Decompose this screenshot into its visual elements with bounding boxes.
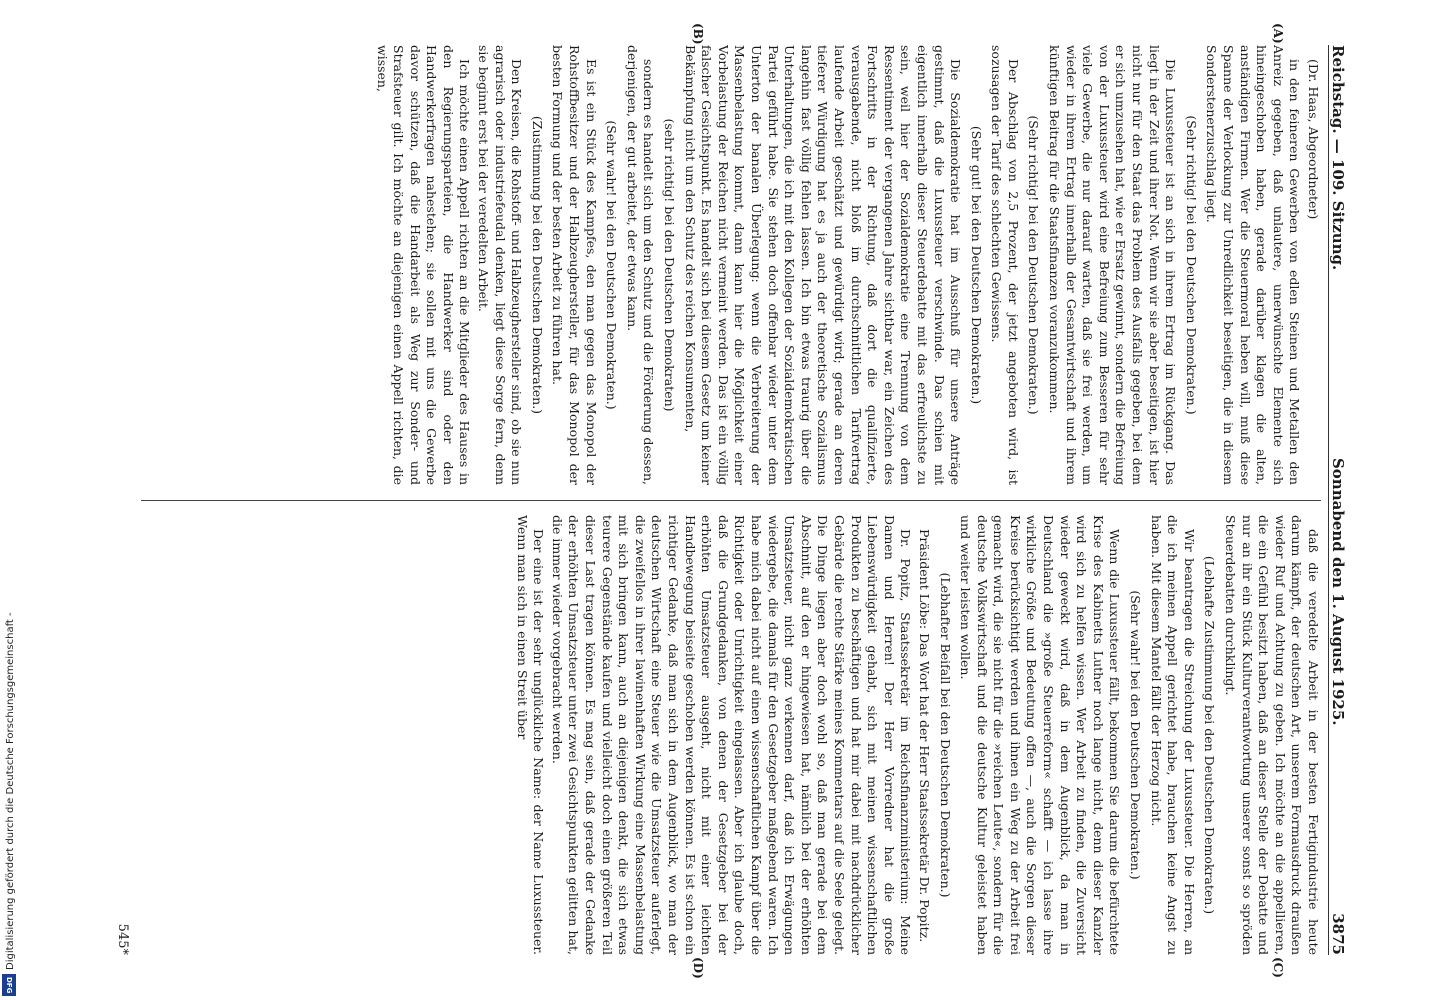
paragraph: (Dr. Haas, Abgeordneter) — [1306, 59, 1321, 220]
margin-marker-d: (D) — [691, 957, 705, 979]
document-page — [115, 23, 1355, 979]
page-number: 3875 — [1329, 913, 1347, 955]
rotated-page-content — [115, 23, 1355, 979]
margin-marker-c: (C) — [1271, 957, 1285, 978]
paragraph: Die Sozialdemokratie hat im Ausschuß für unsere Anträge gestimmt, daß die Luxussteuer verschwinde. Das schien mit eigentlich innerhalb dieser Steuerdebatte mit das erfreulichste zu sein, weil hier der Sozialdemokratie eine Trennung von dem Ressentiment der vergangenen Jahre sichtbar war, ein Zeichen des Fortschritts in der Richtung, daß dort die qualifizierte, verausgabende, nicht bloß im durchschnittlichen Tarifvertrag laufende Arbeit geschätzt und gewürdigt wird; gerade an deren tieferer Würdigung hat es ja auch der theoretische Sozialismus langehin fast völlig fehlen lassen. Ich bin etwas traurig über die Unterhaltungen, die ich mit den Kollegen der Sozialdemokratischen Partei geführt habe. Sie stehen doch offenbar wieder unter dem Unterton der banalen Überlegung: wenn die Verbreiterung der Massenbelastung kommt, dann kann hier die Möglichkeit einer Vorbelastung der Reichen nicht vermeint werden. Das ist ein völlig falscher Gesichtspunkt. Es handelt sich bei diesem Gesetz um keiner Bekämpfung nicht um den Schutz des reichen Konsumenten, — [682, 45, 964, 485]
margin-marker-b: (B) — [691, 23, 705, 45]
interjection: (Sehr richtig! bei den Deutschen Demokraten.) — [1183, 115, 1199, 415]
column-divider — [141, 500, 1321, 501]
paragraph: Den Kreisen, die Rohstoff- und Halbzeughersteller sind, ob sie nun agrarisch oder industriefeudal denken, liegt diese Sorge fern, denn sie beginnt erst bei der veredelten Arbeit. — [476, 45, 525, 485]
interjection: (Lebhafter Beifall bei den Deutschen Demokraten.) — [937, 572, 953, 898]
paragraph: Es ist ein Stück des Kampfes, den man gegen das Monopol der Rohstoffbesitzer und der Halbzeughersteller, für das Monopol der besten Formung und der besten Arbeit zu führen hat. — [550, 45, 599, 485]
paragraph: daß die veredelte Arbeit in der besten Fertigindustrie heute darum kämpft, der deutschen Art, unserem Formausdruck draußen wieder Ruf und Achtung zu geben. Ich möchte an die appellieren, die ein Gefühl besitzt haben, daß an dieser Stelle der Debatte und nur an ihr ein Stück Kulturverantwortung unserer sonst so spröden Steuerdebatten durchklingt. — [1223, 515, 1321, 955]
paragraph: Wenn die Luxussteuer fällt, bekommen Sie darum die befürchtete Krise des Kabinetts Luther noch lange nicht, denn dieser Kanzler wird sich zu helfen wissen. Wer Arbeit zu finden, die Zuversicht wieder geweckt wird, daß in dem Augenblick, da man in Deutschland die »große Steuerreform« schafft — ich lasse ihre wirkliche Größe und Bedeutung offen —, auch die Sorgen dieser Kreise berücksichtigt werden und ihnen ein Weg zu der Arbeit frei gemacht wird, die sie nicht für die »reichen Leute«, sondern für die deutsche Volkswirtschaft und die deutsche Kultur geleistet haben und weiter leisten wollen. — [958, 515, 1123, 955]
dfg-logo: DFG — [2, 974, 16, 996]
paragraph: Ich möchte einen Appell richten an die Mitglieder des Hauses in den Regierungsparteien, die Handwerker sind oder den Handwerkerfragen nahestehen; sie sollen mit uns die Gewerbe davor schützen, daß die Handarbeit als Weg zur Sonder- und Strafsteuer gilt. Ich möchte an diejenigen einen Appell richten, die wissen, — [374, 45, 473, 485]
paragraph: in den feineren Gewerben von edlen Steinen und Metallen den Anreiz gegeben, daß unlautere, unerwünschte Elemente sich hineingeschoben haben, gerade darüber klagen die alten, anständigen Firmen. Wer die Steuermoral heben will, muß diese Spanne der Verlockung zur Unredlichkeit beseitigen, die in diesem Sonderstenerzuschlag liegt. — [1204, 45, 1303, 485]
paragraph: Der eine ist der sehr unglückliche Name: der Name Luxussteuer. Wenn man sich in einen Streit über — [514, 515, 547, 955]
paragraph: Der Abschlag von 2,5 Prozent, der jetzt angeboten wird, ist sozusagen der Tarif des schlechten Gewissens. — [989, 45, 1021, 485]
interjection: (sehr richtig! bei den Deutschen Demokraten) — [662, 118, 678, 412]
interjection: (Lebhafte Zustimmung bei den Deutschen Demokraten.) — [1202, 555, 1218, 915]
page-header — [1328, 45, 1355, 955]
interjection: (Sehr wahr! bei den Deutschen Demokraten.) — [604, 120, 620, 410]
paragraph: sondern es handelt sich um den Schutz und die Förderung dessen, derjenigen, der gut arbeitet, der etwas kann. — [624, 45, 657, 485]
paragraph: Präsident Löbe: Das Wort hat der Herr Staatssekretär Dr. Popitz. — [916, 529, 932, 943]
digitization-credit: Digitalisierung gefördert durch die Deutsche Forschungsgemeinschaft - — [5, 612, 16, 970]
paragraph: Wir beantragen die Streichung der Luxussteuer. Die Herren, an die ich meinen Appell gerichtet habe, brauchen keine Angst zu haben. Mit diesem Mantel fällt der Herzog nicht. — [1148, 515, 1197, 955]
interjection: (Sehr richtig! bei den Deutschen Demokraten.) — [1026, 115, 1042, 415]
interjection: (Sehr wahr! bei den Deutschen Demokraten.) — [1128, 590, 1144, 880]
interjection: (Zustimmung bei den Deutschen Demokraten.) — [529, 115, 545, 415]
interjection: (Sehr gut! bei den Deutschen Demokraten.) — [968, 125, 984, 405]
paragraph: Dr. Popitz, Staatssekretär im Reichsfinanzministerium: Meine Damen und Herren! Der Herr Vorredner hat die große Liebenswürdigkeit gehabt, sich mit meinen wissenschaftlichen Produkten zu beschäftigen und hat mir dabei mit nachdrücklicher Gebärde die rechte Stärke meines Kommentars auf die Seele gelegt. Die Dinge liegen aber doch wohl so, daß man gerade bei dem Abschnitt, auf den er hingewiesen hat, nämlich bei der erhöhten Umsatzsteuer, nicht ganz verkennen darf, daß ich Erwägungen wiedergebe, die damals für den Gesetzgeber maßgebend waren. Ich habe mich dabei nicht auf einen wissenschaftlichen Kampf über die Richtigkeit oder Unrichtigkeit eingelassen. Aber ich glaube doch, daß die Grundgedanken, von denen der Gesetzgeber bei der erhöhten Umsatzsteuer ausgeht, nicht mit einer leichten Handbewegung beiseite geschoben werden können. Es ist schon ein richtiger Gedanke, daß man sich in dem Augenblick, wo man der deutschen Wirtschaft eine Steuer wie die Umsatzsteuer auferlegt, die zweifellos in ihrer lawinenhaften Wirkung eine Massenbelastung mit sich bringen kann, auch an diejenigen denkt, die sich etwas teurere Gegenstände kaufen und vielleicht doch einen größeren Teil dieser Last tragen können. Es mag sein, daß gerade der Gedanke der erhöhten Umsatzsteuer unter zwei Gesichtspunkten gelitten hat, die immer wieder vorgebracht werden. — [549, 515, 914, 955]
header-left: Reichstag. — 109. Sitzung. — [1329, 45, 1347, 271]
paragraph: Die Luxussteuer ist an sich in ihrem Ertrag im Rückgang. Das liegt in der Zeit und ihrer Not. Wenn wir sie aber beseitigen, ist hier nicht nur für den Staat das Problem des Ausfalls gegeben, bei dem er sich umzusehen hat, wie er Ersatz gewinnt, sondern die Befreiung von der Luxussteuer wird eine Befreiung zum Besseren für sehr viele Gewerbe, die nur darauf warten, daß sie frei werden, um wieder in ihrem Ertrag innerhalb der Gesamtwirtschaft und ihrem künftigen Beitrag für die Staatsfinanzen voranzukommen. — [1047, 45, 1179, 485]
signature-mark: 545* — [115, 923, 130, 955]
side-note — [0, 0, 18, 1000]
right-column — [131, 515, 1321, 955]
margin-marker-a: (A) — [1271, 23, 1285, 44]
left-column — [131, 45, 1321, 485]
header-date: Sonnabend den 1. August 1925. — [1329, 457, 1347, 726]
